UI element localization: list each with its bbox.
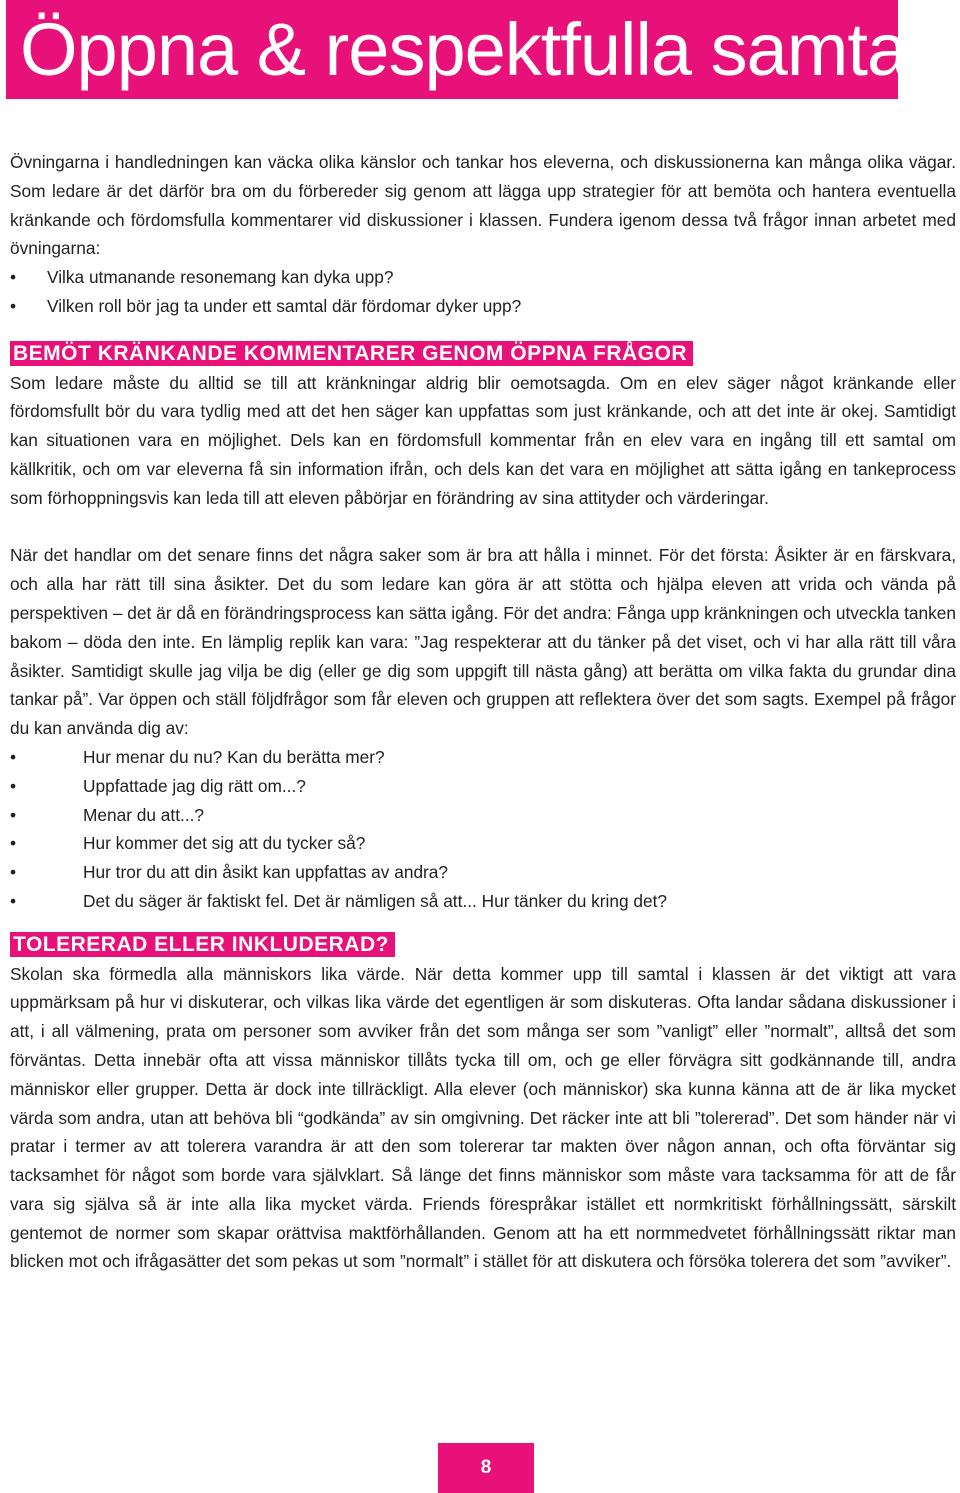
bullet-icon: •	[10, 295, 17, 316]
list-item: • Hur kommer det sig att du tycker så?	[10, 829, 956, 858]
main-content	[10, 148, 956, 1276]
bullet-icon: •	[10, 267, 17, 288]
list-item: • Det du säger är faktiskt fel. Det är nämligen så att... Hur tänker du kring det?	[10, 887, 956, 916]
list-item: • Hur tror du att din åsikt kan uppfattas av andra?	[10, 858, 956, 887]
list-item: • Vilken roll bör jag ta under ett samtal där fördomar dyker upp?	[10, 292, 956, 321]
list-item: • Uppfattade jag dig rätt om...?	[10, 772, 956, 801]
intro-paragraph: Övningarna i handledningen kan väcka olika känslor och tankar hos eleverna, och diskussionerna kan många olika vägar. Som ledare är det därför bra om du förbereder sig genom att lägga upp strategier för att bemöta och hantera eventuella kränkande och fördomsfulla kommentarer vid diskussioner i klassen. Fundera igenom dessa två frågor innan arbetet med övningarna:	[10, 152, 956, 259]
question-list	[10, 743, 956, 916]
section2-paragraph: Skolan ska förmedla alla människors lika värde. När detta kommer upp till samtal i klassen är det viktigt att vara uppmärksam på hur vi diskuterar, och vilkas lika värde det egentligen är som diskuteras. Ofta landar sådana diskussioner i att, i all välmening, prata om personer som avviker från det som många ser som ”vanligt” eller ”normalt”, alltså det som förväntas. Detta innebär ofta att vissa människor tillåts tycka till om, och ge eller förvägra sitt godkännande till, andra människor eller grupper. Detta är dock inte tillräckligt. Alla elever (och människor) ska kunna känna att de är lika mycket värda som andra, utan att behöva bli “godkända” av sin omgivning. Det räcker inte att bli ”tolererad”. Det som händer när vi pratar i termer av att tolerera varandra är att den som tolererar tar makten över någon annan, och ofta förväntar sig tacksamhet för något som borde vara självklart. Så länge det finns människor som måste vara tacksamma för att de får vara sig själva så är inte alla lika mycket värda. Friends förespråkar istället ett normkritiskt förhållningssätt, särskilt gentemot de normer som skapar orättvisa maktförhållanden. Genom att ha ett normmedvetet förhållningssätt riktar man blicken mot och ifrågasätter det som pekas ut som ”normalt” i stället för att diskutera och försöka tolerera det som ”avviker”.	[10, 963, 956, 1272]
bullet-icon: •	[10, 775, 17, 796]
section1-paragraph-1: Som ledare måste du alltid se till att kränkningar aldrig blir oemotsagda. Om en elev säger något kränkande eller fördomsfullt bör du vara tydlig med att det hen säger kan uppfattas som just kränkande, och att det inte är okej. Samtidigt kan situationen vara en möjlighet. Dels kan en fördomsfull kommentar från en elev vara en ingång till ett samtal om källkritik, och om var eleverna få sin information ifrån, och dels kan det vara en möjlighet att sätta igång en tankeprocess som förhoppningsvis kan leda till att eleven påbörjar en förändring av sina attityder och värderingar.	[10, 372, 956, 508]
bullet-icon: •	[10, 804, 17, 825]
list-item: • Vilka utmanande resonemang kan dyka upp?	[10, 263, 956, 292]
page-title: Öppna & respektfulla samtal	[20, 8, 923, 91]
page-number: 8	[438, 1443, 534, 1493]
section-heading-bemot: BEMÖT KRÄNKANDE KOMMENTARER GENOM ÖPPNA FRÅGOR	[10, 341, 693, 366]
title-banner	[6, 0, 923, 99]
bullet-icon: •	[10, 746, 17, 767]
bullet-icon: •	[10, 862, 17, 883]
section-heading-tolererad: TOLERERAD ELLER INKLUDERAD?	[10, 932, 395, 957]
intro-bullet-list	[10, 263, 956, 321]
list-item: • Hur menar du nu? Kan du berätta mer?	[10, 743, 956, 772]
section1-paragraph-2: När det handlar om det senare finns det några saker som är bra att hålla i minnet. För det första: Åsikter är en färskvara, och alla har rätt till sina åsikter. Det du som ledare kan göra är att stötta och hjälpa eleven att vrida och vända på perspektiven – det är då en förändringsprocess kan sätta igång. För det andra: Fånga upp kränkningen och utveckla tanken bakom – döda den inte. En lämplig replik kan vara: ”Jag respekterar att du tänker på det viset, och vi har alla rätt till våra åsikter. Samtidigt skulle jag vilja be dig (eller ge dig som uppgift till nästa gång) att berätta om vilka fakta du grundar dina tankar på”. Var öppen och ställ följdfrågor som får eleven och gruppen att reflektera över det som sagts. Exempel på frågor du kan använda dig av:	[10, 545, 956, 739]
bullet-icon: •	[10, 833, 17, 854]
list-item: • Menar du att...?	[10, 801, 956, 830]
bullet-icon: •	[10, 890, 17, 911]
